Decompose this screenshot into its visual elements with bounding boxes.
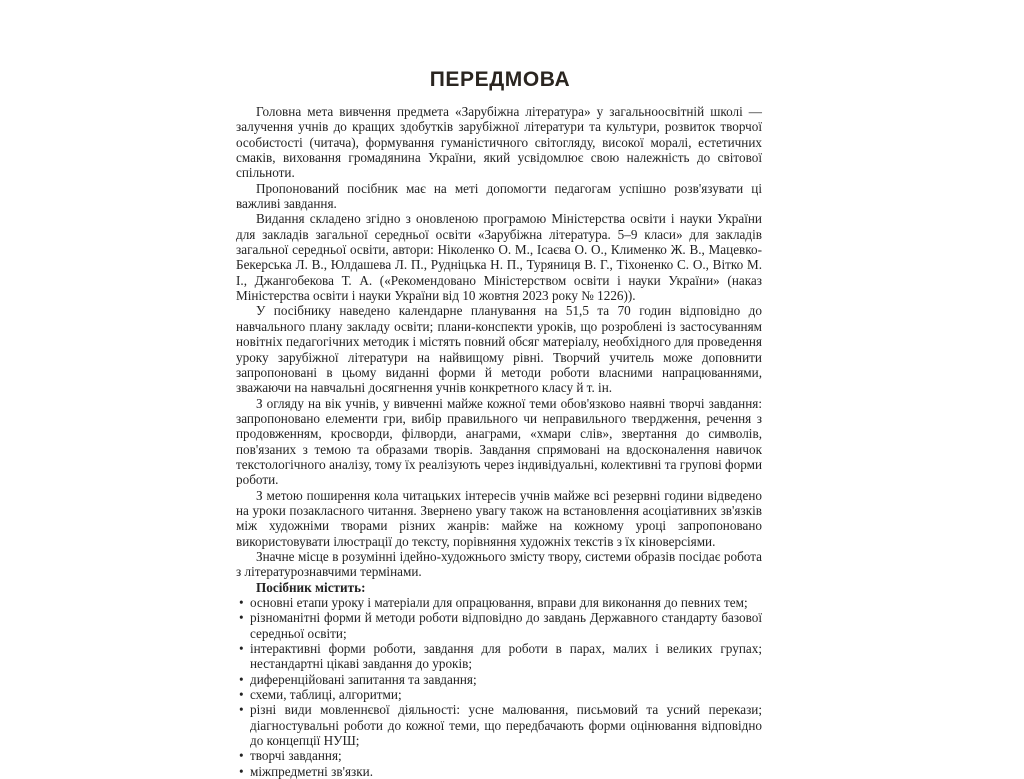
- paragraph: З огляду на вік учнів, у вивченні майже кожної теми обов'язково наявні творчі завдання: запропоновано елементи гри, вибір правильного чи неправильного твердження, речення з продовженням, кросворди, філворди, анаграми, «хмари слів», звертання до символів, пов'язаних з темою та образами творів. Завдання спрямовані на вдосконалення навичок текстологічного аналізу, тому їх реалізують через індивідуальні, колективні та групові форми роботи.: [236, 395, 762, 488]
- list-item-text: інтерактивні форми роботи, завдання для роботи в парах, малих і великих групах; нестандартні цікаві завдання до уроків;: [250, 641, 762, 672]
- bullet-icon: •: [239, 671, 244, 687]
- paragraph: Головна мета вивчення предмета «Зарубіжна література» у загальноосвітній школі — залучення учнів до кращих здобутків зарубіжної літератури та культури, розвиток творчої особистості (читача), формування гуманістичного світогляду, високої моралі, естетичних смаків, виховання громадянина України, який усвідомлює свою належність до світової спільноти.: [236, 104, 762, 181]
- page-body: [236, 104, 762, 779]
- paragraph: Пропонований посібник має на меті допомогти педагогам успішно розв'язувати ці важливі завдання.: [236, 180, 762, 212]
- list-item: [236, 672, 762, 687]
- list-item: [236, 687, 762, 702]
- list-item-text: диференційовані запитання та завдання;: [250, 671, 477, 687]
- paragraph: Видання складено згідно з оновленою програмою Міністерства освіти і науки України для закладів загальної середньої освіти «Зарубіжна література. 5–9 класи» для закладів загальної середньої освіти, автори: Ніколенко О. М., Ісаєва О. О., Клименко Ж. В., Мацевко-Бекерська Л. В., Юлдашева Л. П., Рудніцька Н. П., Туряниця В. Г., Тіхоненко С. О., Вітко М. І., Джангобекова Т. А. («Рекомендовано Міністерством освіти і науки України» (наказ Міністерства освіти і науки України від 10 жовтня 2023 року № 1226)).: [236, 211, 762, 304]
- list-item-text: різноманітні форми й методи роботи відповідно до завдань Державного стандарту базової середньої освіти;: [250, 610, 762, 641]
- page-title: ПЕРЕДМОВА: [429, 68, 571, 91]
- list-item: [236, 595, 762, 610]
- list-item-text: творчі завдання;: [250, 748, 342, 764]
- contents-list: [236, 595, 762, 779]
- bullet-icon: •: [239, 748, 244, 764]
- list-item-text: різні види мовленнєвої діяльності: усне малювання, письмовий та усний перекази; діагностувальні роботи до кожної теми, що передбачають форми оцінювання відповідно до концепції НУШ;: [250, 702, 762, 749]
- list-item: [236, 702, 762, 748]
- paragraph: Значне місце в розумінні ідейно-художнього змісту твору, системи образів посідає робота з літературознавчими термінами.: [236, 548, 762, 580]
- bullet-icon: •: [239, 641, 244, 657]
- list-item: [236, 748, 762, 763]
- list-item-text: схеми, таблиці, алгоритми;: [250, 687, 402, 703]
- list-item: [236, 764, 762, 779]
- bullet-icon: •: [239, 763, 244, 779]
- contents-heading: Посібник містить:: [256, 579, 366, 595]
- bullet-icon: •: [239, 595, 244, 610]
- list-item: [236, 641, 762, 672]
- paragraph: У посібнику наведено календарне планування на 51,5 та 70 годин відповідно до навчального плану закладу освіти; плани-конспекти уроків, що розроблені із застосуванням новітніх педагогічних методик і містять повний обсяг матеріалу, необхідного для проведення уроку зарубіжної літератури на найвищому рівні. Творчий учитель може доповнити запропоновані в цьому виданні форми й методи роботи власними напрацюваннями, зважаючи на навчальні досягнення учнів конкретного класу й т. ін.: [236, 303, 762, 396]
- bullet-icon: •: [239, 687, 244, 703]
- bullet-icon: •: [239, 702, 244, 718]
- bullet-icon: •: [239, 610, 244, 626]
- list-item-text: основні етапи уроку і матеріали для опрацювання, вправи для виконання до певних тем;: [250, 595, 748, 610]
- list-item-text: міжпредметні зв'язки.: [250, 763, 373, 779]
- paragraph: З метою поширення кола читацьких інтересів учнів майже всі резервні години відведено на уроки позакласного читання. Звернено увагу також на встановлення асоціативних зв'язків між художніми творами різних жанрів: майже на кожному уроці запропоновано використовувати ілюстрації до тексту, порівняння художніх текстів з їх кіноверсіями.: [236, 487, 762, 549]
- list-item: [236, 610, 762, 641]
